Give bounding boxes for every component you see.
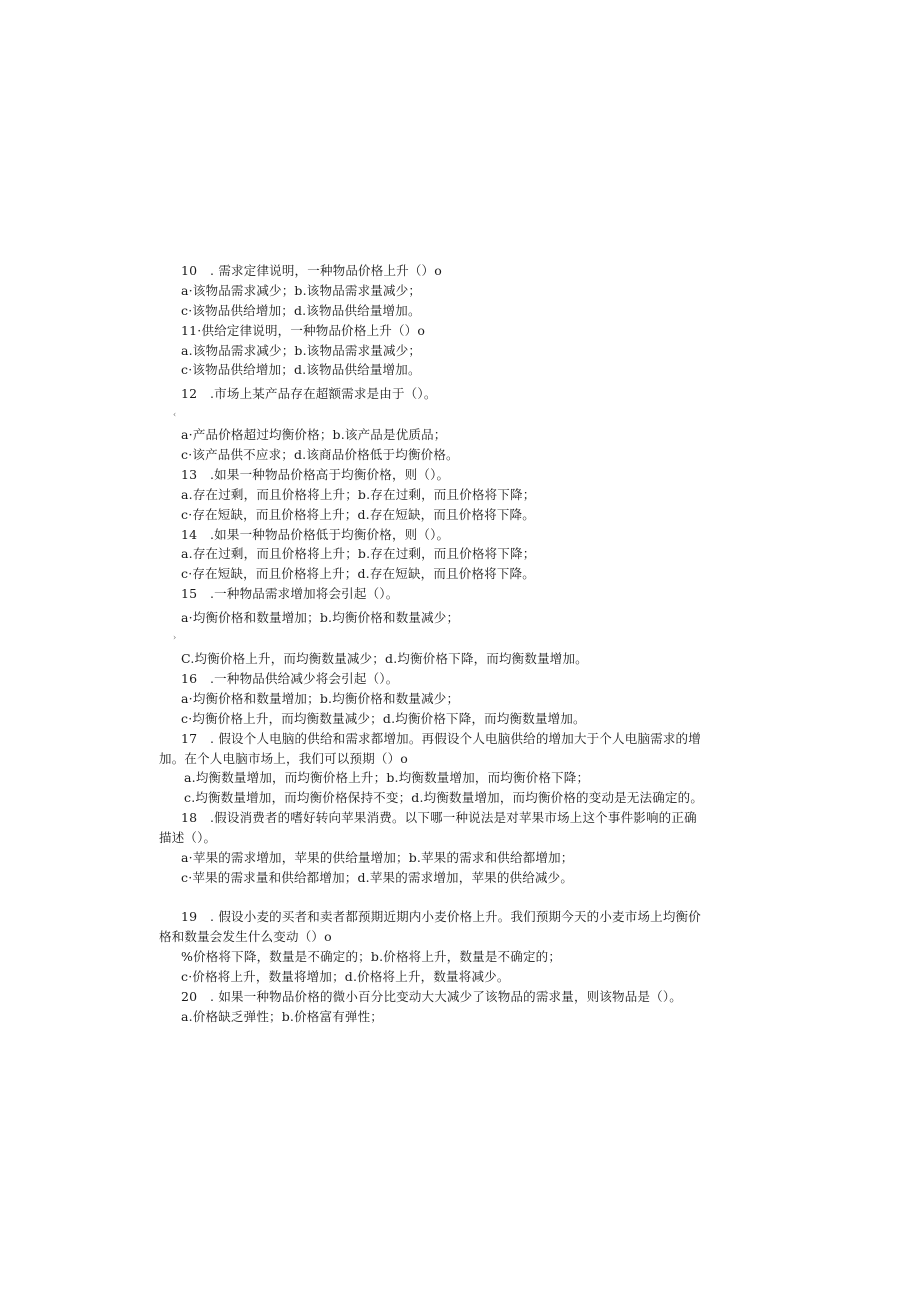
question-18-options-ab: a·苹果的需求增加，苹果的供给量增加；b.苹果的需求和供给都增加； bbox=[181, 850, 574, 865]
question-14: 14 .如果一种物品价格低于均衡价格，则（）。 bbox=[181, 527, 450, 542]
question-12-options-cd: c·该产品供不应求；d.该商品价格低于均衡价格。 bbox=[181, 447, 459, 462]
question-17-options-ab: a.均衡数量增加，而均衡价格上升；b.均衡数量增加，而均衡价格下降； bbox=[184, 770, 590, 785]
question-17: 17 . 假设个人电脑的供给和需求都增加。再假设个人电脑供给的增加大于个人电脑需求的增 bbox=[181, 731, 701, 746]
question-14-options-cd: c·存在短缺，而且价格将上升；d.存在短缺，而且价格将下降。 bbox=[181, 566, 535, 581]
question-19-continued: 格和数量会发生什么变动（）o bbox=[159, 929, 332, 944]
question-19-options-ab: %价格将下降，数量是不确定的；b.价格将上升，数量是不确定的； bbox=[181, 949, 562, 964]
question-18-continued: 描述（）。 bbox=[159, 830, 217, 845]
question-20: 20 . 如果一种物品价格的微小百分比变动大大减少了该物品的需求量，则该物品是（）。 bbox=[181, 989, 683, 1004]
question-16-options-ab: a·均衡价格和数量增加；b.均衡价格和数量减少； bbox=[181, 691, 460, 706]
question-15-options-cd: C.均衡价格上升，而均衡数量减少；d.均衡价格下降，而均衡数量增加。 bbox=[181, 651, 588, 666]
question-15: 15 .一种物品需求增加将会引起（）。 bbox=[181, 586, 399, 601]
question-19: 19 . 假设小麦的买者和卖者都预期近期内小麦价格上升。我们预期今天的小麦市场上均衡价 bbox=[181, 909, 701, 924]
question-18: 18 .假设消费者的嗜好转向苹果消费。以下哪一种说法是对苹果市场上这个事件影响的正确 bbox=[181, 810, 697, 825]
question-11: 11·供给定律说明，一种物品价格上升（）o bbox=[181, 323, 426, 338]
question-10: 10 . 需求定律说明，一种物品价格上升（）o bbox=[181, 263, 442, 278]
question-15-options-ab: a·均衡价格和数量增加；b.均衡价格和数量减少； bbox=[181, 610, 460, 625]
margin-mark: › bbox=[173, 633, 177, 642]
question-14-options-ab: a.存在过剩，而且价格将上升；b.存在过剩，而且价格将下降； bbox=[181, 546, 536, 561]
question-13-options-ab: a.存在过剩，而且价格将上升；b.存在过剩，而且价格将下降； bbox=[181, 487, 536, 502]
question-11-options-ab: a.该物品需求减少；b.该物品需求量减少； bbox=[181, 343, 422, 358]
question-11-options-cd: c·该物品供给增加；d.该物品供给量增加。 bbox=[181, 362, 421, 377]
question-19-options-cd: c·价格将上升，数量将增加；d.价格将上升，数量将减少。 bbox=[181, 969, 510, 984]
question-20-options-ab: a.价格缺乏弹性；b.价格富有弹性； bbox=[181, 1009, 384, 1024]
question-17-options-cd: c.均衡数量增加，而均衡价格保持不变；d.均衡数量增加，而均衡价格的变动是无法确定的。 bbox=[184, 790, 704, 805]
question-18-options-cd: c·苹果的需求量和供给都增加；d.苹果的需求增加，苹果的供给减少。 bbox=[181, 870, 574, 885]
question-10-options-cd: c·该物品供给增加；d.该物品供给量增加。 bbox=[181, 303, 421, 318]
question-10-options-ab: a·该物品需求减少；b.该物品需求量减少； bbox=[181, 283, 422, 298]
question-17-continued: 加。在个人电脑市场上，我们可以预期（）o bbox=[159, 751, 409, 766]
question-12-options-ab: a·产品价格超过均衡价格；b.该产品是优质品； bbox=[181, 427, 447, 442]
question-13-options-cd: c·存在短缺，而且价格将上升；d.存在短缺，而且价格将下降。 bbox=[181, 507, 535, 522]
question-16-options-cd: c·均衡价格上升，而均衡数量减少；d.均衡价格下降，而均衡数量增加。 bbox=[181, 711, 586, 726]
question-13: 13 .如果一种物品价格高于均衡价格，则（）。 bbox=[181, 467, 450, 482]
question-16: 16 .一种物品供给减少将会引起（）。 bbox=[181, 671, 399, 686]
question-12: 12 .市场上某产品存在超额需求是由于（）。 bbox=[181, 386, 437, 401]
margin-mark: ‹ bbox=[173, 410, 177, 419]
